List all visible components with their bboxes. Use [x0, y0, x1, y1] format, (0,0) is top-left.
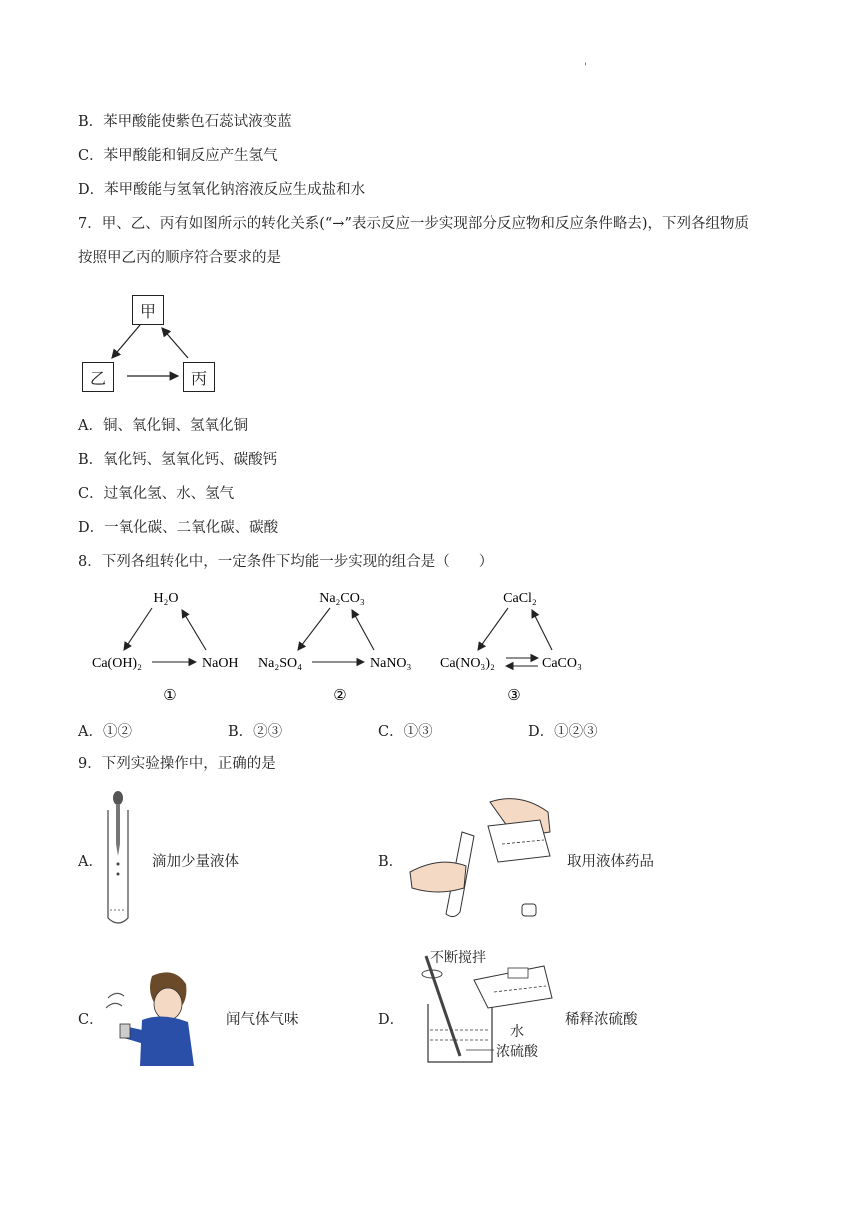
q6-option-b: B．苯甲酸能使紫色石蕊试液变蓝	[78, 114, 292, 130]
diluting-sulfuric-acid-illustration	[410, 944, 560, 1068]
q8-d1-left: Ca(OH)₂	[92, 656, 142, 671]
q8-diagram-3	[440, 591, 582, 704]
q8-diagram-2	[258, 591, 412, 704]
q9-a-caption: 滴加少量液体	[152, 854, 239, 870]
q9-d-label-stir: 不断搅拌	[430, 951, 486, 966]
q8-d2-right: NaNO₃	[370, 656, 412, 671]
pouring-liquid-illustration	[400, 792, 560, 922]
q8-d1-label: ①	[163, 688, 177, 704]
q8-d2-top: Na₂CO₃	[319, 591, 365, 606]
q7-option-d: D．一氧化碳、二氧化碳、碳酸	[78, 520, 279, 536]
q6-option-c: C．苯甲酸能和铜反应产生氢气	[78, 148, 278, 164]
q9-c-letter: C．	[78, 1012, 104, 1028]
q7-box-jia: 甲	[132, 295, 164, 325]
q8-option-d: D．①②③	[528, 724, 598, 740]
header-mark: '	[584, 62, 587, 73]
q9-d-label-water: 水	[510, 1025, 524, 1040]
q8-d1-top: H₂O	[153, 591, 179, 606]
q7-option-c: C．过氧化氢、水、氢气	[78, 486, 235, 502]
q6-option-d: D．苯甲酸能与氢氧化钠溶液反应生成盐和水	[78, 182, 366, 198]
q8-d3-left: Ca(NO₃)₂	[440, 656, 495, 671]
q9-d-caption: 稀释浓硫酸	[565, 1012, 638, 1028]
q9-d-label-acid: 浓硫酸	[496, 1045, 538, 1060]
q8-d1-right: NaOH	[202, 656, 239, 671]
q8-d3-right: CaCO₃	[542, 656, 582, 671]
q7-option-a: A．铜、氧化铜、氢氧化铜	[78, 418, 248, 434]
q9-a-letter: A．	[78, 854, 103, 870]
q8-d3-label: ③	[507, 688, 521, 704]
q7-stem-line1: 7．甲、乙、丙有如图所示的转化关系(“→”表示反应一步实现部分反应物和反应条件略去)，下列各组物质	[78, 216, 750, 232]
q9-b-letter: B．	[378, 854, 404, 870]
q8-option-b: B．②③	[228, 724, 283, 740]
q9-c-caption: 闻气体气味	[226, 1012, 299, 1028]
q7-stem-line2: 按照甲乙丙的顺序符合要求的是	[78, 250, 281, 266]
q7-box-yi: 乙	[82, 362, 114, 392]
q7-option-b: B．氧化钙、氢氧化钙、碳酸钙	[78, 452, 278, 468]
q8-d2-left: Na₂SO₄	[258, 656, 302, 671]
q8-stem: 8．下列各组转化中，一定条件下均能一步实现的组合是（ ）	[78, 554, 494, 570]
q8-d2-label: ②	[333, 688, 347, 704]
q9-b-caption: 取用液体药品	[567, 854, 654, 870]
q9-stem: 9．下列实验操作中，正确的是	[78, 756, 276, 772]
dropper-test-tube-illustration	[100, 790, 140, 930]
q8-d3-top: CaCl₂	[503, 591, 537, 606]
q8-diagram-1	[92, 591, 239, 704]
q8-option-c: C．①③	[378, 724, 433, 740]
q9-d-letter: D．	[378, 1012, 405, 1028]
q7-box-bing: 丙	[183, 362, 215, 392]
smelling-gas-illustration	[102, 966, 202, 1070]
q8-option-a: A．①②	[78, 724, 132, 740]
